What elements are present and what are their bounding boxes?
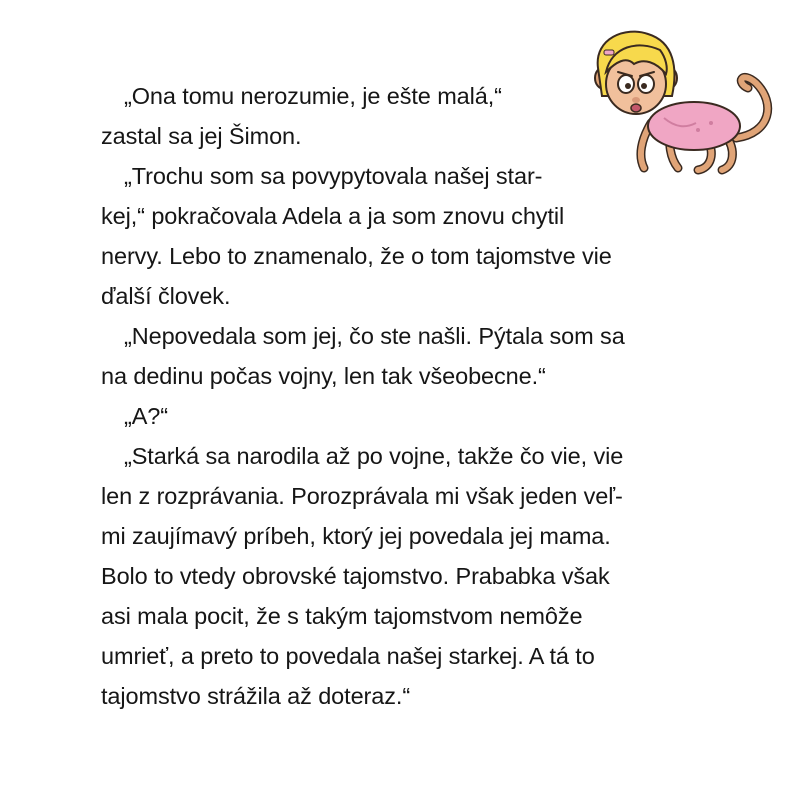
text-line: zastal sa jej Šimon. (101, 123, 302, 149)
text-line: Bolo to vtedy obrovské tajomstvo. Prababka však (101, 563, 610, 589)
text-line: „Nepovedala som jej, čo ste našli. Pýtala som sa (124, 323, 625, 349)
text-line: nervy. Lebo to znamenalo, že o tom tajomstve vie (101, 243, 612, 269)
text-line: „A?“ (124, 403, 168, 429)
text-line: „Starká sa narodila až po vojne, takže čo vie, vie (124, 443, 624, 469)
text-line: asi mala pocit, že s takým tajomstvom nemôže (101, 603, 583, 629)
text-line: ďalší človek. (101, 283, 231, 309)
text-line: „Ona tomu nerozumie, je ešte malá,“ (124, 83, 502, 109)
text-line: mi zaujímavý príbeh, ktorý jej povedala jej mama. (101, 523, 611, 549)
text-line: kej,“ pokračovala Adela a ja som znovu chytil (101, 203, 565, 229)
text-line: tajomstvo strážila až doteraz.“ (101, 683, 411, 709)
monkey-girl-icon (586, 28, 776, 178)
text-line: len z rozprávania. Porozprávala mi však jeden veľ- (101, 483, 623, 509)
text-line: „Trochu som sa povypytovala našej star- (124, 163, 543, 189)
text-line: na dedinu počas vojny, len tak všeobecne.“ (101, 363, 546, 389)
text-line: umrieť, a preto to povedala našej starkej. A tá to (101, 643, 595, 669)
